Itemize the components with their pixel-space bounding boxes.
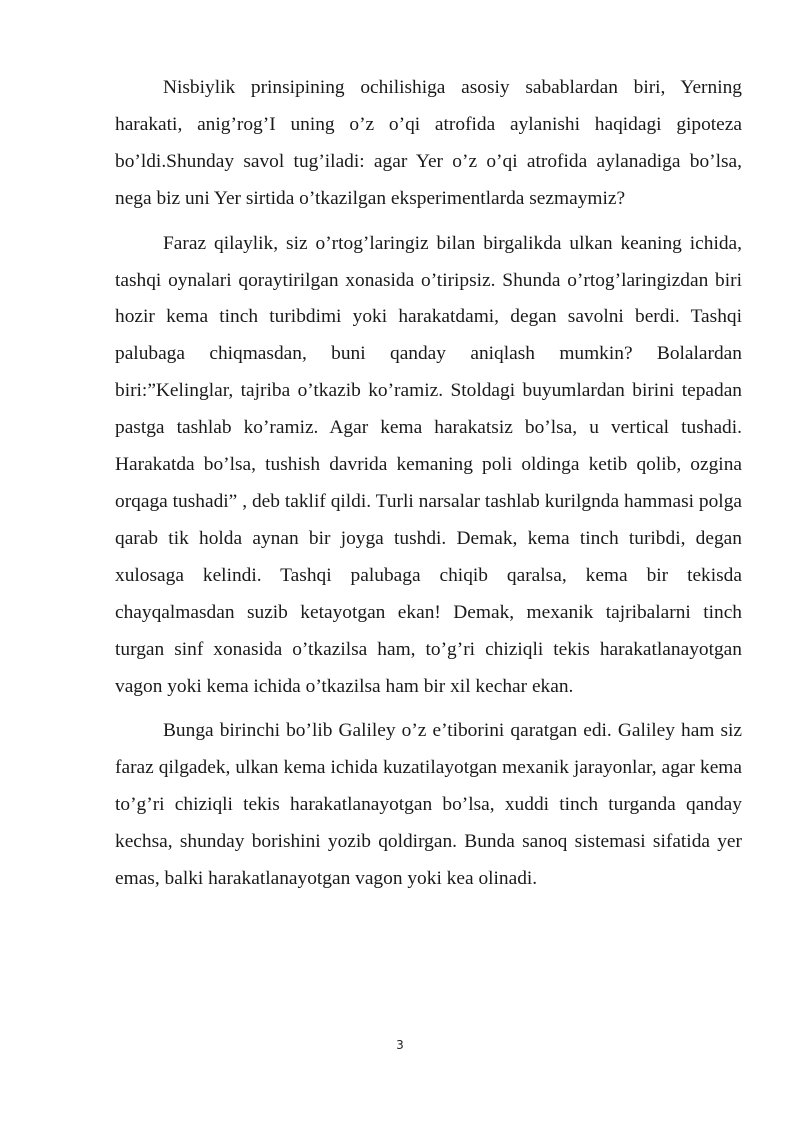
page-number: 3	[396, 1038, 404, 1052]
body-text	[115, 70, 742, 906]
paragraph-1: Nisbiylik prinsipining ochilishiga asosiy sabablardan biri, Yerning harakati, anig’rog’I uning o’z o’qi atrofida aylanishi haqidagi gipoteza bo’ldi.Shunday savol tug’iladi: agar Yer o’z o’qi atrofida aylanadiga bo’lsa, nega biz uni Yer sirtida o’tkazilgan eksperimentlarda sezmaymiz?	[115, 77, 742, 209]
paragraph-3: Bunga birinchi bo’lib Galiley o’z e’tiborini qaratgan edi. Galiley ham siz faraz qilgadek, ulkan kema ichida kuzatilayotgan mexanik jarayonlar, agar kema to’g’ri chiziqli tekis harakatlanayotgan bo’lsa, xuddi tinch turganda qanday kechsa, shunday borishini yozib qoldirgan. Bunda sanoq sistemasi sifatida yer emas, balki harakatlanayotgan vagon yoki kea olinadi.	[115, 720, 742, 890]
paragraph-2: Faraz qilaylik, siz o’rtog’laringiz bilan birgalikda ulkan keaning ichida, tashqi oynalari qoraytirilgan xonasida o’tiripsiz. Shunda o’rtog’laringizdan biri hozir kema tinch turibdimi yoki harakatdami, degan savolni berdi. Tashqi palubaga chiqmasdan, buni qanday aniqlash mumkin? Bolalardan biri:”Kelinglar, tajriba o’tkazib ko’ramiz. Stoldagi buyumlardan birini tepadan pastga tashlab ko’ramiz. Agar kema harakatsiz bo’lsa, u vertical tushadi. Harakatda bo’lsa, tushish davrida kemaning poli oldinga ketib qolib, ozgina orqaga tushadi” , deb taklif qildi. Turli narsalar tashlab kurilgnda hammasi polga qarab tik holda aynan bir joyga tushdi. Demak, kema tinch turibdi, degan xulosaga kelindi. Tashqi palubaga chiqib qaralsa, kema bir tekisda chayqalmasdan suzib ketayotgan ekan! Demak, mexanik tajribalarni tinch turgan sinf xonasida o’tkazilsa ham, to’g’ri chiziqli tekis harakatlanayotgan vagon yoki kema ichida o’tkazilsa ham bir xil kechar ekan.	[115, 232, 742, 697]
